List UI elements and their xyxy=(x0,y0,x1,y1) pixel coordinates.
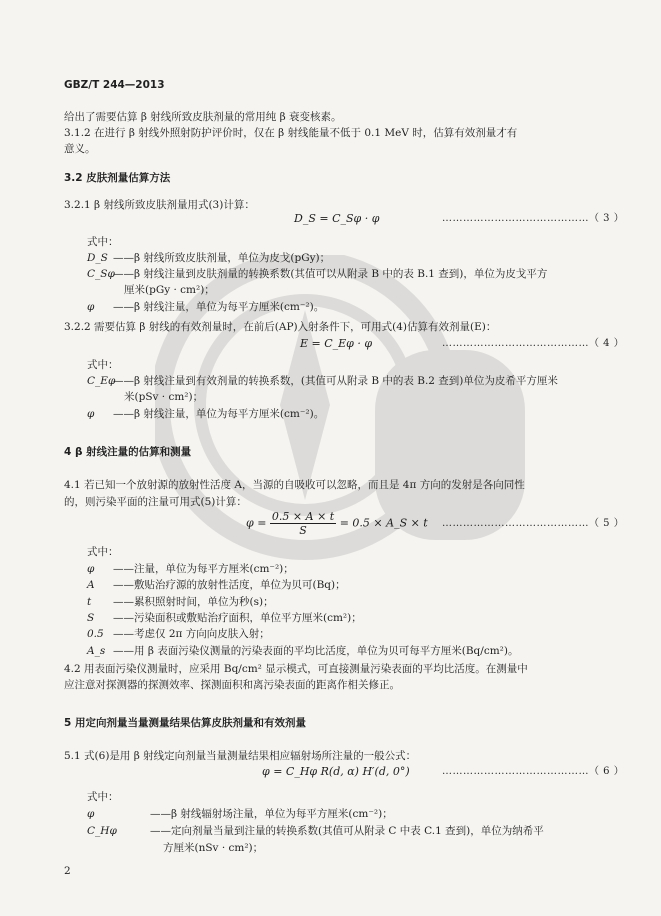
where-label: 式中： xyxy=(87,236,119,248)
equation-number-3: ……………………………………（ 3 ） xyxy=(442,213,625,224)
def-symbol: C_Sφ xyxy=(87,268,115,280)
def-text: ——考虑仅 2π 方向向皮肤入射； xyxy=(113,628,270,641)
def-symbol: A xyxy=(87,579,95,592)
def-text-continued: 米(pSv · cm²)； xyxy=(124,391,204,403)
equation-number-5: ……………………………………（ 5 ） xyxy=(442,518,625,529)
def-text-continued: 厘米(pGy · cm²)； xyxy=(124,284,215,296)
def-symbol: t xyxy=(87,595,92,608)
def-text: ——用 β 表面污染仪测量的污染表面的平均比活度，单位为贝可每平方厘米(Bq/cm²)。 xyxy=(113,644,519,657)
section-5-heading: 5 用定向剂量当量测量结果估算皮肤剂量和有效剂量 xyxy=(64,717,306,729)
clause-3-1-2-line1: 3.1.2 在进行 β 射线外照射防护评价时，仅在 β 射线能量不低于 0.1 MeV 时，估算有效剂量才有 xyxy=(64,127,518,139)
formula-5-rhs: = 0.5 × A_S × t xyxy=(339,516,428,530)
def-text: ——敷贴治疗源的放射性活度，单位为贝可(Bq)； xyxy=(113,579,346,592)
def-text: ——β 射线辐射场注量，单位为每平方厘米(cm⁻²)； xyxy=(150,808,393,820)
def-text: ——β 射线所致皮肤剂量，单位为皮戈(pGy)； xyxy=(113,252,331,264)
def-symbol: C_Eφ xyxy=(87,375,116,387)
clause-4-1-line1: 4.1 若已知一个放射源的放射性活度 A，当源的自吸收可以忽略，而且是 4π 方向的发射是各向同性 xyxy=(64,479,525,491)
clause-3-2-2-intro: 3.2.2 需要估算 β 射线的有效剂量时，在前后(AP)入射条件下，可用式(4)估算有效剂量(E)： xyxy=(64,321,497,333)
clause-3-2-1-intro: 3.2.1 β 射线所致皮肤剂量用式(3)计算： xyxy=(64,199,255,211)
def-text: ——β 射线注量，单位为每平方厘米(cm⁻²)。 xyxy=(113,408,325,420)
section-3-2-heading: 3.2 皮肤剂量估算方法 xyxy=(64,172,171,184)
def-symbol: S xyxy=(87,611,95,624)
def-text: ——β 射线注量，单位为每平方厘米(cm⁻²)。 xyxy=(113,301,325,313)
def-text-continued: 方厘米(nSv · cm²)； xyxy=(163,842,264,854)
def-symbol: φ xyxy=(87,301,95,313)
formula-6: φ = C_Hφ R(d, α) H′(d, 0°) xyxy=(262,765,410,778)
formula-3: D_S = C_Sφ · φ xyxy=(294,212,380,225)
where-label: 式中： xyxy=(87,546,119,558)
def-symbol: A_s xyxy=(87,644,106,657)
def-symbol: D_S xyxy=(87,252,108,264)
formula-5-fraction xyxy=(270,510,336,537)
formula-5-denominator: S xyxy=(299,524,307,537)
def-text: ——累积照射时间，单位为秒(s)； xyxy=(113,595,274,608)
def-text: ——β 射线注量到有效剂量的转换系数，(其值可从附录 B 中的表 B.2 查到)单位为皮希平方厘米 xyxy=(113,375,558,387)
intro-line: 给出了需要估算 β 射线所致皮肤剂量的常用纯 β 衰变核素。 xyxy=(64,111,342,123)
standard-number: GBZ/T 244—2013 xyxy=(64,79,165,91)
equation-number-6: ……………………………………（ 6 ） xyxy=(442,766,625,777)
clause-4-2-line1: 4.2 用表面污染仪测量时，应采用 Bq/cm² 显示模式，可直接测量污染表面的平均比活度。在测量中 xyxy=(64,663,528,675)
equation-number-4: ……………………………………（ 4 ） xyxy=(442,338,625,349)
where-label: 式中： xyxy=(87,791,119,803)
formula-5-numerator: 0.5 × A × t xyxy=(271,510,335,523)
formula-5 xyxy=(246,510,428,537)
def-text: ——β 射线注量到皮肤剂量的转换系数(其值可以从附录 B 中的表 B.1 查到)，单位为皮戈平方 xyxy=(113,268,548,280)
clause-4-1-line2: 的，则污染平面的注量可用式(5)计算： xyxy=(64,496,247,508)
def-text: ——注量，单位为每平方厘米(cm⁻²)； xyxy=(113,563,294,575)
section-4-heading: 4 β 射线注量的估算和测量 xyxy=(64,446,192,458)
clause-5-1-intro: 5.1 式(6)是用 β 射线定向剂量当量测量结果相应辐射场所注量的一般公式： xyxy=(64,750,417,762)
formula-4: E = C_Eφ · φ xyxy=(300,337,373,350)
clause-4-2-line2: 应注意对探测器的探测效率、探测面积和离污染表面的距离作相关修正。 xyxy=(64,679,400,691)
def-text: ——污染面积或敷贴治疗面积，单位平方厘米(cm²)； xyxy=(113,611,362,624)
where-label: 式中： xyxy=(87,359,119,371)
formula-5-lhs: φ = xyxy=(246,516,267,530)
def-symbol: φ xyxy=(87,408,95,420)
page-number: 2 xyxy=(64,865,71,877)
def-symbol: φ xyxy=(87,808,95,820)
def-symbol: C_Hφ xyxy=(87,825,117,837)
def-symbol: φ xyxy=(87,563,95,575)
def-text: ——定向剂量当量到注量的转换系数(其值可从附录 C 中表 C.1 查到)，单位为纳希平 xyxy=(150,825,544,837)
clause-3-1-2-line2: 意义。 xyxy=(64,143,96,155)
def-symbol: 0.5 xyxy=(87,628,104,641)
